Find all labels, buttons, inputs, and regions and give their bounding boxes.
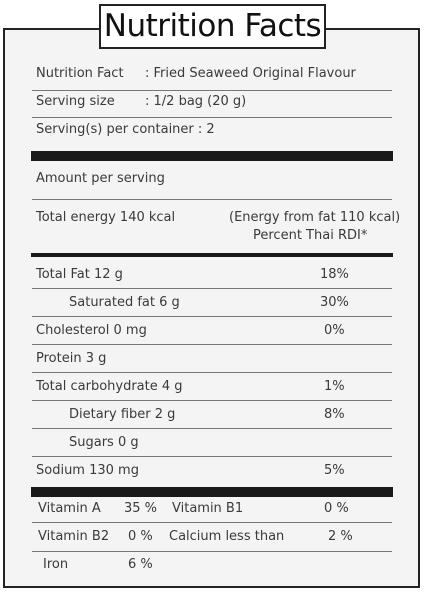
vitamin-b1-value: 0 % (324, 501, 349, 516)
nutrient-name-total-fat: Total Fat 12 g (36, 267, 123, 282)
iron-label: Iron (43, 557, 69, 572)
divider (32, 400, 392, 401)
nutrient-name-cholesterol: Cholesterol 0 mg (36, 323, 147, 338)
vitamin-a-label: Vitamin A (38, 501, 101, 516)
nutrient-pct-carbohydrate: 1% (324, 379, 345, 394)
thick-divider (31, 487, 393, 497)
nutrition-facts-title: Nutrition Facts (99, 4, 326, 49)
divider (32, 456, 392, 457)
calcium-label: Calcium less than (169, 529, 285, 544)
nutrient-name-dietary-fiber: Dietary fiber 2 g (69, 407, 176, 422)
medium-divider (31, 253, 393, 257)
divider (32, 199, 392, 200)
amount-per-serving: Amount per serving (36, 171, 165, 186)
vitamin-b2-value: 0 % (128, 529, 153, 544)
nutrient-pct-dietary-fiber: 8% (324, 407, 345, 422)
divider (32, 344, 392, 345)
divider (32, 551, 392, 552)
divider (32, 90, 392, 91)
nutrient-name-carbohydrate: Total carbohydrate 4 g (36, 379, 183, 394)
divider (32, 288, 392, 289)
product-label: Nutrition Fact (36, 66, 124, 81)
calcium-value: 2 % (328, 529, 353, 544)
servings-per-container: Serving(s) per container : 2 (36, 122, 215, 137)
divider (32, 428, 392, 429)
nutrient-pct-saturated-fat: 30% (320, 295, 349, 310)
vitamin-b2-label: Vitamin B2 (38, 529, 110, 544)
divider (32, 372, 392, 373)
nutrient-name-sodium: Sodium 130 mg (36, 463, 139, 478)
serving-size-value: : 1/2 bag (20 g) (145, 94, 247, 109)
nutrient-name-protein: Protein 3 g (36, 351, 107, 366)
nutrient-name-saturated-fat: Saturated fat 6 g (69, 295, 180, 310)
divider (32, 117, 392, 118)
divider (32, 316, 392, 317)
vitamin-a-value: 35 % (124, 501, 158, 516)
nutrient-name-sugars: Sugars 0 g (69, 435, 139, 450)
nutrient-pct-sodium: 5% (324, 463, 345, 478)
nutrient-pct-total-fat: 18% (320, 267, 349, 282)
energy-from-fat: (Energy from fat 110 kcal) (229, 210, 401, 225)
rdi-header: Percent Thai RDI* (253, 228, 368, 243)
nutrient-pct-cholesterol: 0% (324, 323, 345, 338)
total-energy: Total energy 140 kcal (36, 210, 176, 225)
iron-value: 6 % (128, 557, 153, 572)
product-value: : Fried Seaweed Original Flavour (145, 66, 356, 81)
serving-size-label: Serving size (36, 94, 115, 109)
vitamin-b1-label: Vitamin B1 (172, 501, 244, 516)
divider (32, 522, 392, 523)
thick-divider (31, 151, 393, 161)
